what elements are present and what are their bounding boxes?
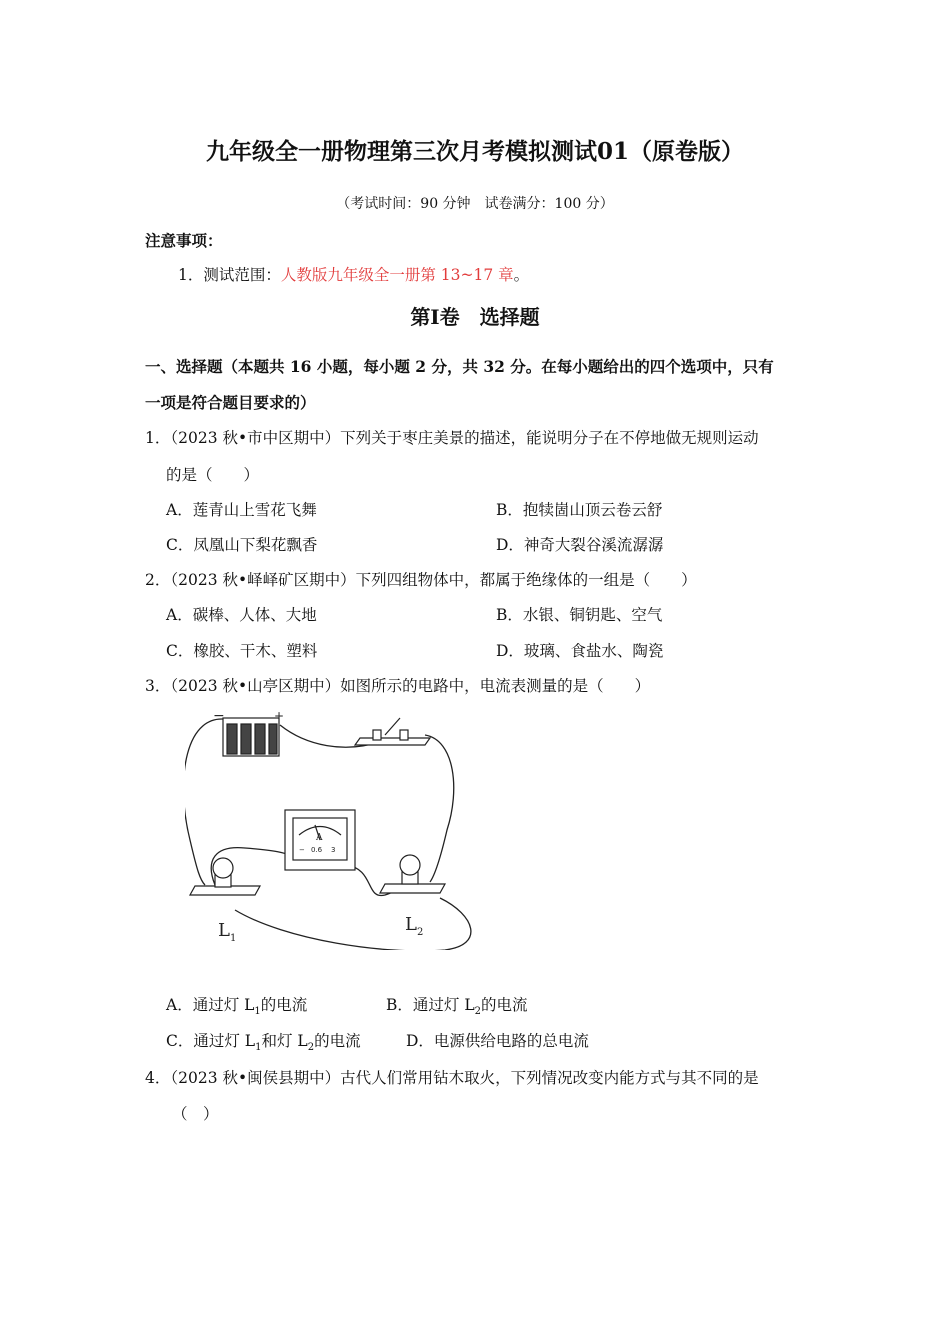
question-1-option-b: B．抱犊崮山顶云卷云舒 [496, 501, 663, 519]
question-1-option-c: C．凤凰山下梨花飘香 [166, 536, 318, 554]
question-2-option-b: B．水银、铜钥匙、空气 [496, 606, 663, 624]
wire-l1-to-l2 [235, 898, 471, 950]
notice-item-prefix: 1．测试范围： [178, 266, 281, 284]
ammeter-terminal-3: 3 [331, 846, 336, 854]
wire-switch-to-l2 [425, 735, 454, 882]
circuit-figure [185, 700, 485, 954]
switch [355, 718, 430, 745]
lamp-l1-label: $L_1$ [218, 920, 237, 944]
ammeter-terminal-minus: − [299, 846, 305, 854]
part1-instructions-line1: 一、选择题（本题共 16 小题，每小题 2 分，共 32 分。在每小题给出的四个选项中，只有 [145, 357, 774, 376]
exam-info: （考试时间：90 分钟 试卷满分：100 分） [336, 196, 614, 212]
question-1-stem-cont: 的是（ ） [166, 466, 260, 484]
lamp-l2-label: $L_2$ [405, 914, 424, 938]
question-2-option-c: C．橡胶、干木、塑料 [166, 642, 318, 660]
question-2-option-a: A．碳棒、人体、大地 [166, 606, 317, 624]
document-title: 九年级全一册物理第三次月考模拟测试01（原卷版） [205, 138, 744, 165]
question-3-stem: 3．（2023 秋•山亭区期中）如图所示的电路中，电流表测量的是（ ） [145, 677, 651, 695]
question-1-option-a: A．莲青山上雪花飞舞 [166, 501, 317, 519]
question-1-stem: 1．（2023 秋•市中区期中）下列关于枣庄美景的描述，能说明分子在不停地做无规则运动 [145, 429, 759, 447]
notice-item-1 [178, 263, 529, 285]
section-title: 第Ⅰ卷 选择题 [410, 305, 540, 329]
notice-item-suffix: 。 [513, 266, 530, 284]
ammeter-terminal-0-6: 0.6 [311, 846, 323, 854]
notice-heading: 注意事项： [145, 231, 223, 250]
question-3-option-b: B．通过灯 $L_2$的电流 [386, 996, 528, 1018]
question-2-stem: 2．（2023 秋•峄峄矿区期中）下列四组物体中，都属于绝缘体的一组是（ ） [145, 571, 697, 589]
lamp-l2 [380, 855, 445, 893]
part1-instructions-line2: 一项是符合题目要求的） [145, 393, 316, 412]
question-1-option-d: D．神奇大裂谷溪流潺潺 [496, 536, 664, 554]
question-2-option-d: D．玻璃、食盐水、陶瓷 [496, 642, 664, 660]
battery-minus-label: − [213, 708, 225, 724]
question-3-option-a: A．通过灯 $L_1$的电流 [166, 996, 308, 1018]
question-3-option-d: D．电源供给电路的总电流 [406, 1032, 589, 1050]
test-scope: 人教版九年级全一册第 13~17 章 [280, 266, 514, 284]
ammeter-letter: A [316, 833, 323, 843]
battery-plus-label: + [274, 709, 285, 723]
question-4-stem: 4．（2023 秋•闽侯县期中）古代人们常用钻木取火，下列情况改变内能方式与其不同的是 [145, 1069, 759, 1087]
question-4-stem-cont: （ ） [172, 1105, 219, 1123]
question-3-option-c: C．通过灯 $L_1$和灯 $L_2$的电流 [166, 1032, 361, 1054]
battery [223, 718, 279, 756]
